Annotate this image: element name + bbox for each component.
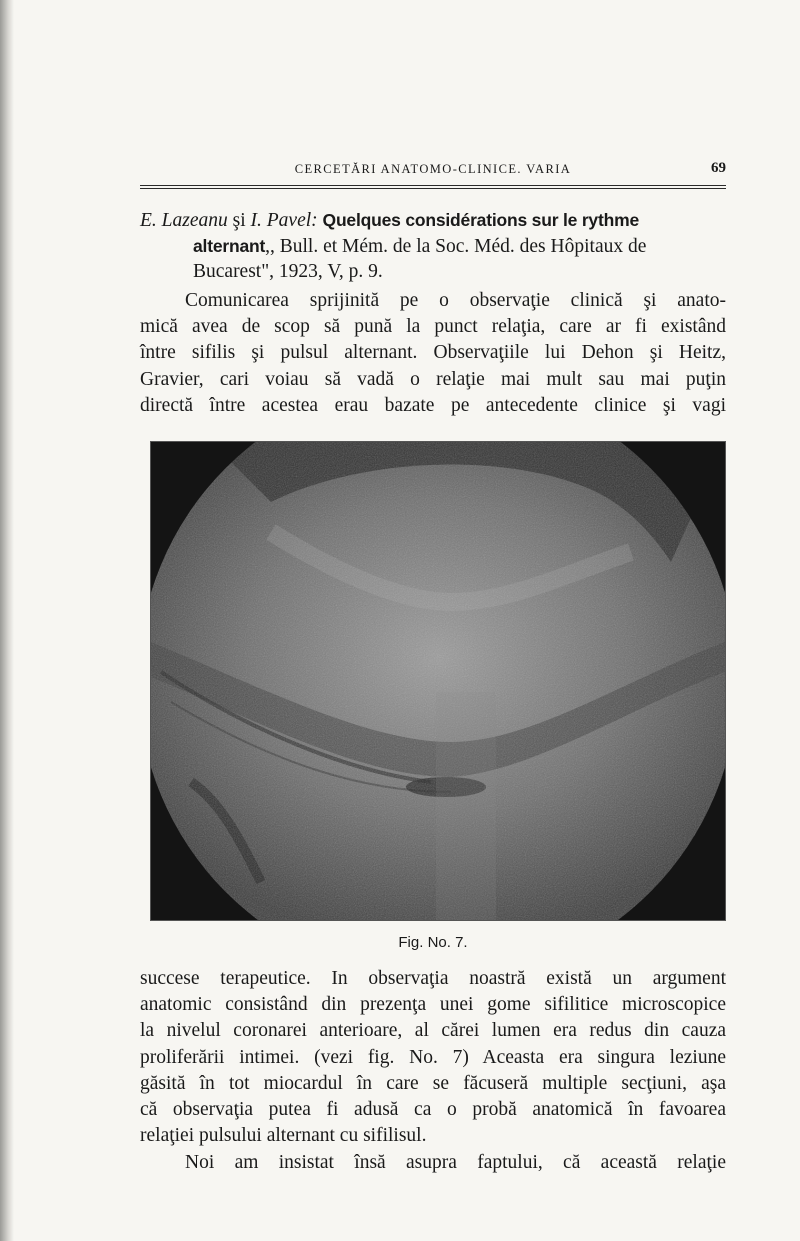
paragraph-1	[140, 288, 726, 419]
text-line: Gravier, cari voiau să vadă o relaţie mai mult sau mai puţin	[140, 368, 726, 390]
header-rule-bottom	[140, 188, 726, 189]
text-line: la nivelul coronarei anterioare, al cărei lumen era redus din cauza	[140, 1020, 726, 1042]
text-line: Comunicarea sprijinită pe o observaţie clinică şi anato-	[185, 290, 726, 311]
header-rule-top	[140, 185, 726, 186]
running-title: CERCETĂRI ANATOMO-CLINICE. VARIA	[294, 162, 572, 176]
text-line: că observaţia putea fi adusă ca o probă anatomică în favoarea	[140, 1098, 726, 1120]
reference-line-2	[140, 233, 726, 259]
conjunction: şi	[227, 210, 251, 231]
reference-line-1	[140, 207, 726, 233]
micrograph-image	[151, 442, 725, 920]
paragraph-2	[140, 966, 726, 1149]
text-line: succese terapeutice. In observaţia noastră există un argument	[140, 968, 726, 989]
journal-text: ,, Bull. et Mém. de la Soc. Méd. des Hôpitaux de	[265, 236, 647, 258]
scan-edge	[0, 0, 14, 1241]
figure-micrograph	[150, 441, 726, 921]
text-line: Noi am insistat însă asupra faptului, că această relaţie	[185, 1152, 726, 1173]
text-line: mică avea de scop să pună la punct relaţia, care ar fi existând	[140, 316, 726, 338]
article-title-part-1: Quelques considérations sur le rythme	[322, 210, 639, 230]
text-line: între sifilis şi pulsul alternant. Observaţiile lui Dehon şi Heitz,	[140, 342, 726, 364]
text-line: proliferării intimei. (vezi fig. No. 7) Aceasta era singura leziune	[140, 1046, 726, 1068]
text-line: anatomic consistând din prezenţa unei gome sifilitice microscopice	[140, 994, 726, 1016]
figure-caption: Fig. No. 7.	[398, 934, 468, 951]
paragraph-3	[140, 1150, 726, 1176]
author-1: E. Lazeanu	[140, 210, 228, 231]
running-head	[140, 160, 726, 180]
reference-line-3: Bucarest", 1923, V, p. 9.	[193, 261, 383, 283]
page-number: 69	[711, 160, 726, 176]
author-2: I. Pavel:	[250, 210, 318, 231]
text-line: directă între acestea erau bazate pe antecedente clinice şi vagi	[140, 394, 726, 416]
reference-entry	[140, 207, 726, 286]
text-line: relaţiei pulsului alternant cu sifilisul.	[140, 1125, 427, 1147]
text-line: găsită în tot miocardul în care se făcuseră multiple secţiuni, aşa	[140, 1072, 726, 1094]
article-title-part-2: alternant	[193, 236, 266, 257]
